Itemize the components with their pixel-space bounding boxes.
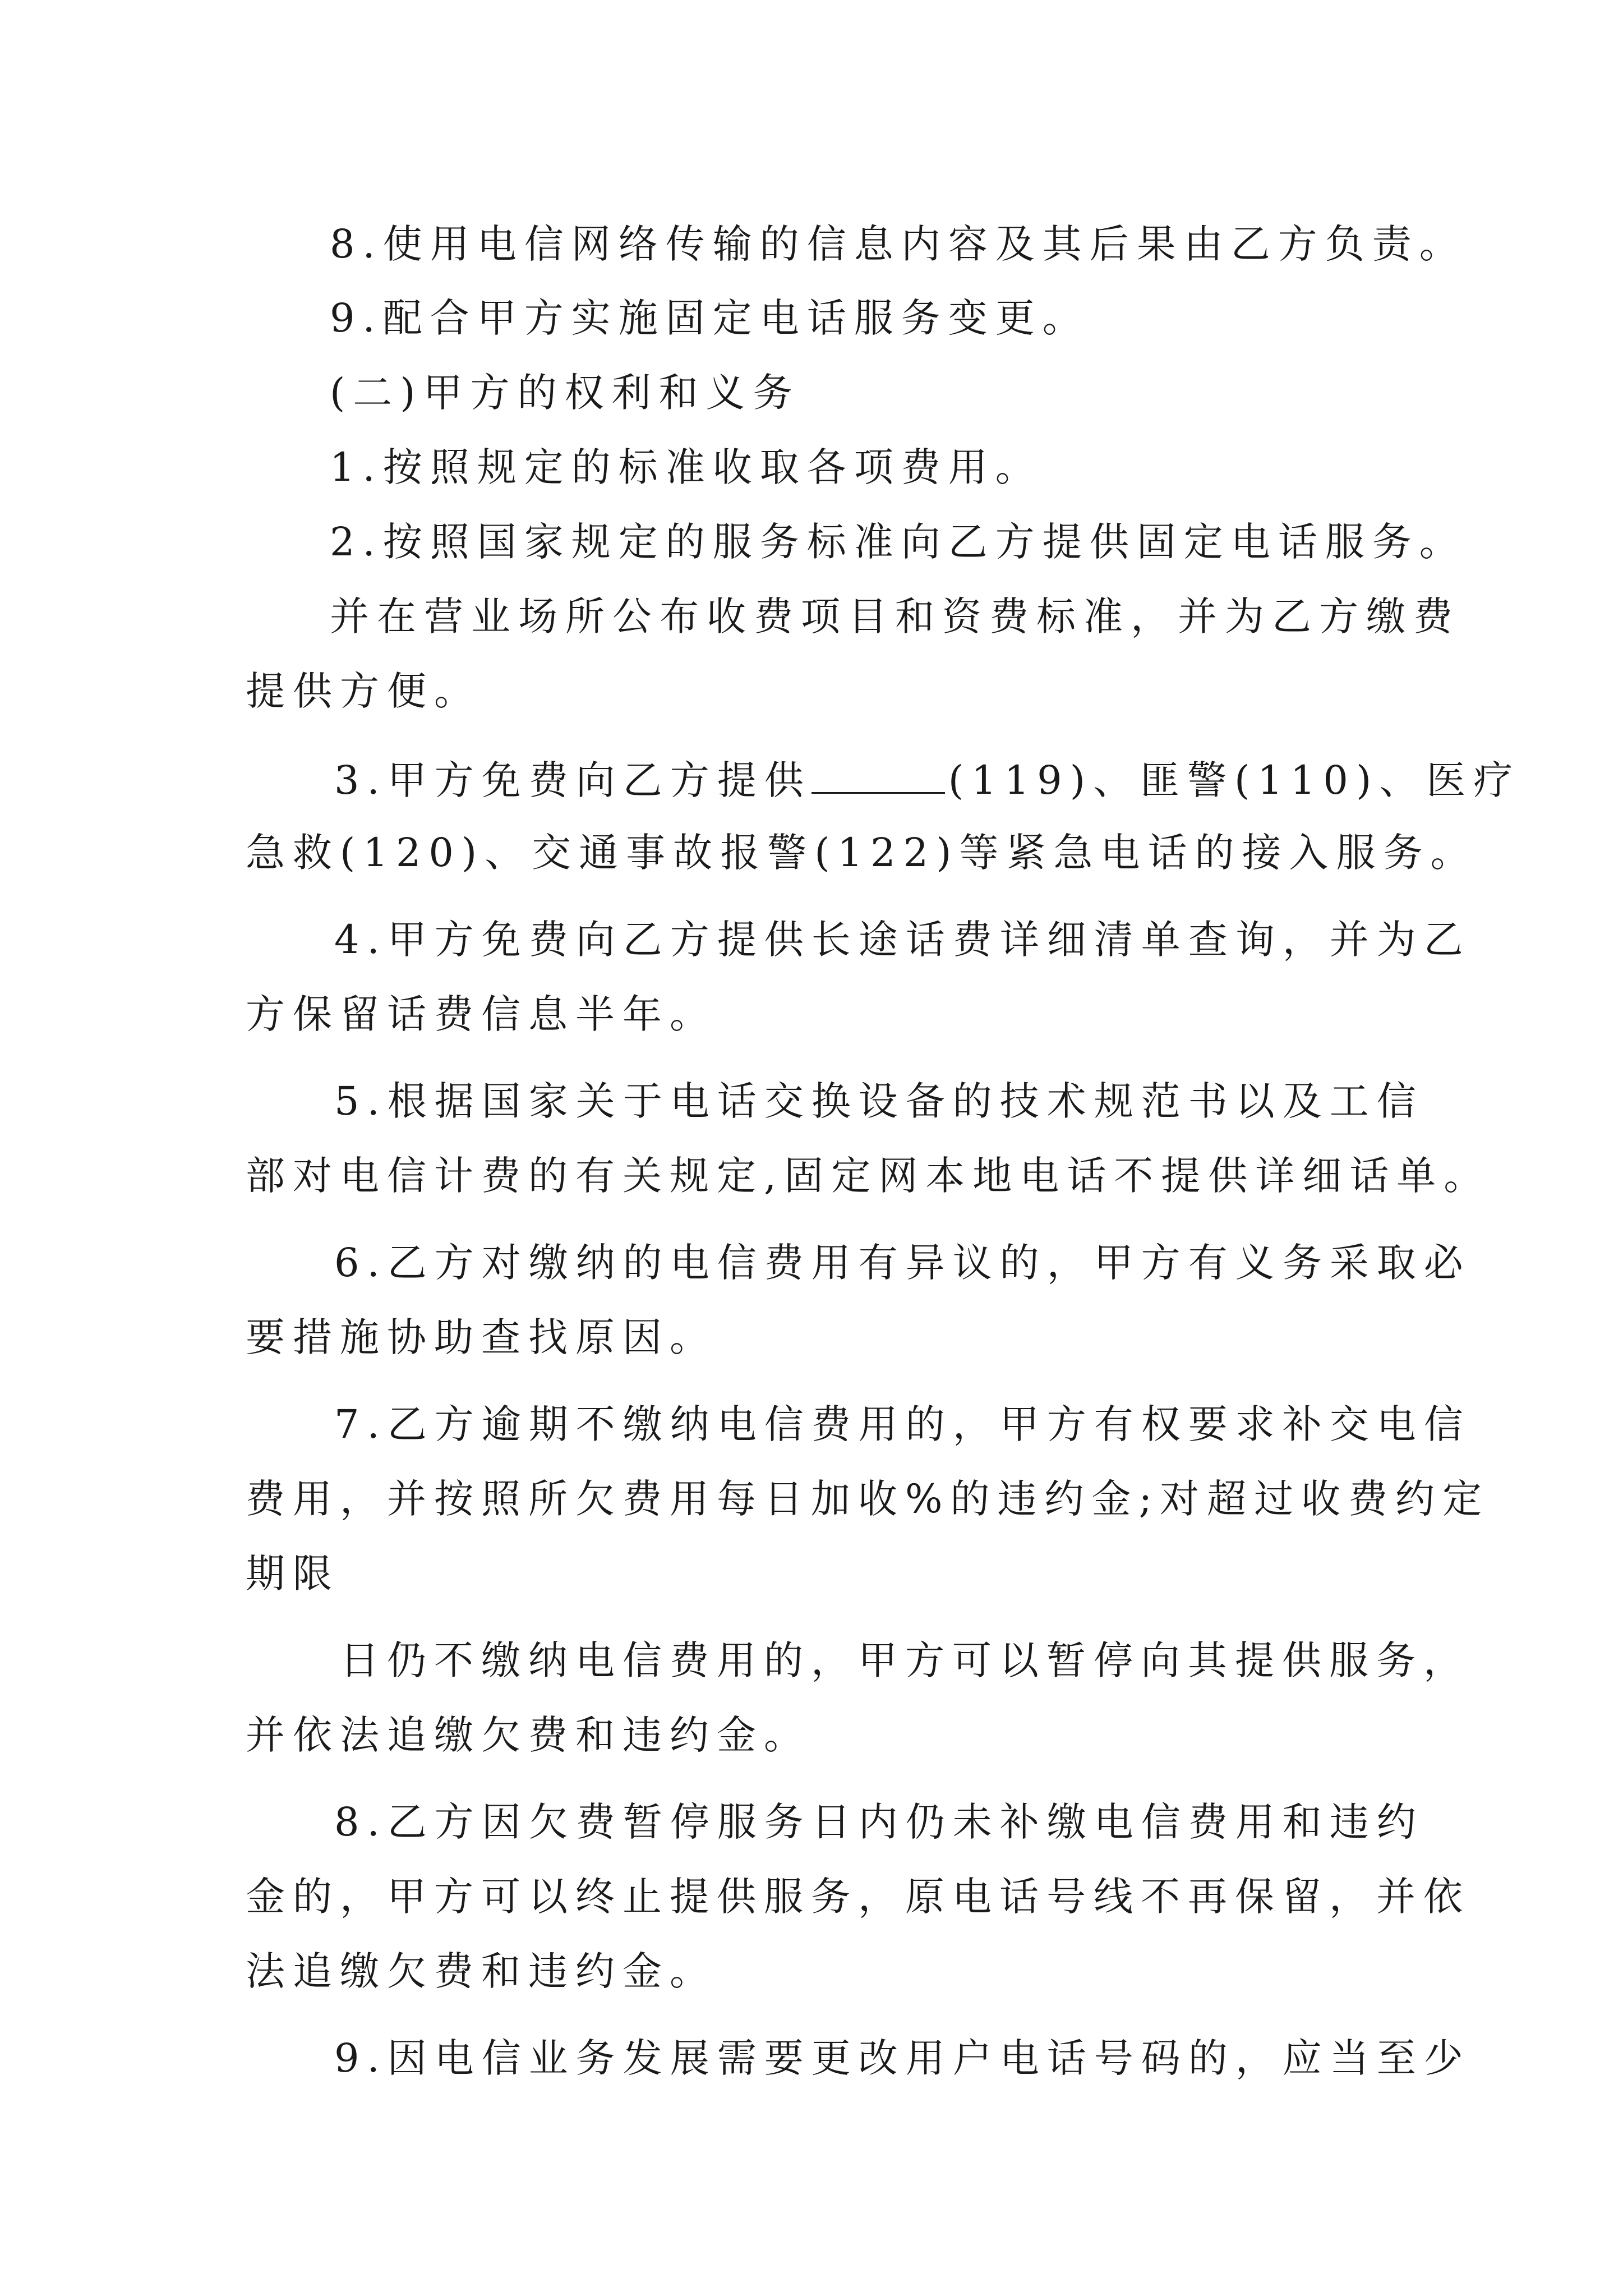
text-line: 8.使用电信网络传输的信息内容及其后果由乙方负责。 [330, 221, 1467, 267]
text-line: 7.乙方逾期不缴纳电信费用的，甲方有权要求补交电信 [334, 1401, 1471, 1447]
text-line: 2.按照国家规定的服务标准向乙方提供固定电话服务。 [330, 519, 1467, 565]
text-line: 期限 [246, 1550, 340, 1596]
text-line: 1.按照规定的标准收取各项费用。 [330, 444, 1043, 490]
text-line: 金的，甲方可以终止提供服务，原电话号线不再保留，并依 [246, 1874, 1470, 1920]
text-line: 急救(120)、交通事故报警(122)等紧急电话的接入服务。 [246, 830, 1478, 876]
text-line: 5.根据国家关于电话交换设备的技术规范书以及工信 [334, 1078, 1424, 1124]
text-line: 要措施协助查找原因。 [246, 1314, 717, 1360]
text-line: 部对电信计费的有关规定,固定网本地电话不提供详细话单。 [246, 1153, 1491, 1199]
text-line: 费用，并按照所欠费用每日加收%的违约金;对超过收费约定 [246, 1476, 1490, 1522]
text-line: 9.配合甲方实施固定电话服务变更。 [330, 295, 1090, 341]
text-line: 并依法追缴欠费和违约金。 [246, 1712, 811, 1758]
text-line: 并在营业场所公布收费项目和资费标准，并为乙方缴费 [330, 593, 1460, 639]
text-line: 提供方便。 [246, 668, 481, 714]
text-segment: 3.甲方免费向乙方提供 [334, 757, 811, 803]
text-line: 方保留话费信息半年。 [246, 991, 717, 1037]
fill-in-blank [811, 753, 945, 794]
text-line: 6.乙方对缴纳的电信费用有异议的，甲方有义务采取必 [334, 1240, 1471, 1286]
text-line: 9.因电信业务发展需要更改用户电话号码的，应当至少 [334, 2035, 1471, 2081]
text-line: 8.乙方因欠费暂停服务日内仍未补缴电信费用和违约 [334, 1799, 1424, 1845]
text-line-with-blank [334, 753, 1520, 803]
section-heading: (二)甲方的权利和义务 [330, 370, 800, 416]
text-line: 日仍不缴纳电信费用的，甲方可以暂停向其提供服务， [340, 1637, 1470, 1683]
text-segment: (119)、匪警(110)、医疗 [948, 757, 1521, 803]
text-line: 4.甲方免费向乙方提供长途话费详细清单查询，并为乙 [334, 917, 1471, 963]
text-line: 法追缴欠费和违约金。 [246, 1948, 717, 1994]
